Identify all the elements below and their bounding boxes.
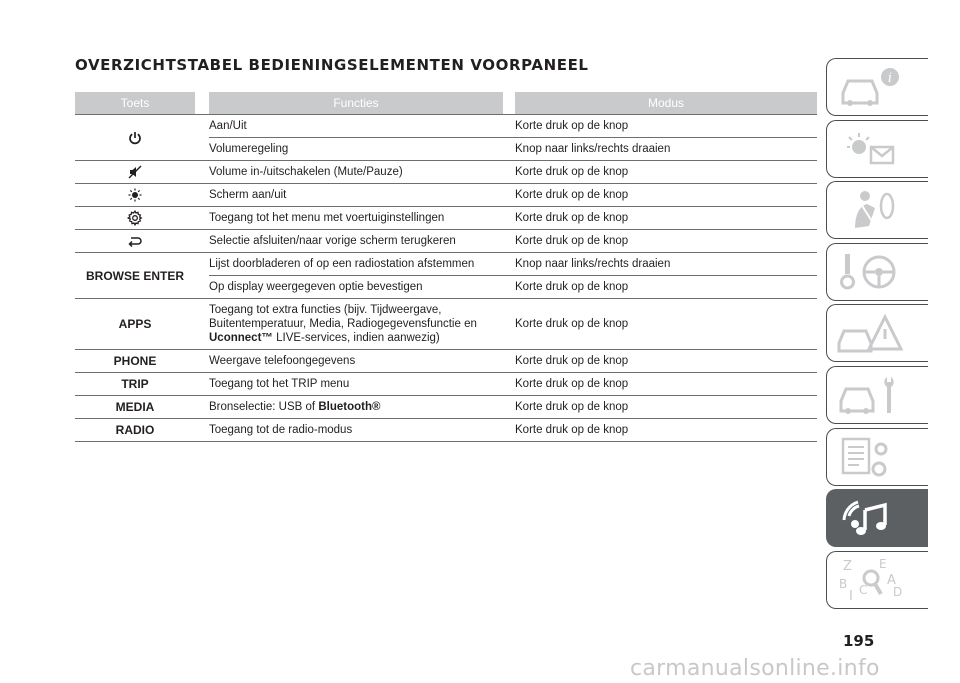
table-body: [75, 115, 817, 442]
header-key: Toets: [75, 92, 195, 114]
function-text: Volume in-/uitschakelen (Mute/Pauze): [209, 166, 403, 178]
function-cell: [209, 207, 515, 229]
table-row: [209, 207, 817, 229]
mode-cell: Korte druk op de knop: [515, 378, 629, 390]
table-row: [209, 137, 817, 160]
key-power-icon: [75, 115, 209, 160]
key-label: TRIP: [121, 377, 149, 391]
chapter-tab-car-maintenance-wrench[interactable]: [826, 366, 928, 424]
mode-cell: Korte druk op de knop: [515, 189, 629, 201]
mode-cell: Korte druk op de knop: [515, 120, 629, 132]
mode-cell: Korte druk op de knop: [515, 281, 629, 293]
function-text: Selectie afsluiten/naar vorige scherm terugkeren: [209, 235, 456, 247]
page-title: OVERZICHTSTABEL BEDIENINGSELEMENTEN VOORPANEEL: [75, 56, 589, 74]
function-text: Toegang tot de radio-modus: [209, 424, 353, 436]
svg-text:E: E: [879, 556, 887, 571]
mode-cell: Knop naar links/rechts draaien: [515, 258, 671, 270]
function-cell: [209, 299, 515, 349]
key-screen-brightness-icon: [75, 184, 209, 206]
chapter-tab-car-breakdown-warning[interactable]: [826, 304, 928, 362]
function-cell: [209, 161, 515, 183]
svg-text:D: D: [893, 584, 903, 599]
table-header: [75, 92, 817, 115]
table-row: [209, 253, 817, 275]
chapter-tab-seatbelt-airbag[interactable]: [826, 181, 928, 239]
function-text: Toegang tot extra functies (bijv. Tijdweergave, Buitentemperatuur, Media, Radiogegevensfunctie en: [209, 304, 477, 330]
chapter-tab-warning-light-message[interactable]: [826, 120, 928, 178]
function-text: Weergave telefoongegevens: [209, 355, 356, 367]
table-row-group: [75, 419, 817, 442]
svg-text:Z: Z: [843, 558, 852, 574]
mode-cell: Korte druk op de knop: [515, 318, 629, 330]
table-row: [209, 275, 817, 298]
table-row-group: [75, 161, 817, 184]
svg-text:I: I: [849, 588, 853, 604]
function-text-after: LIVE-services, indien aanwezig): [272, 332, 440, 344]
table-row: [209, 115, 817, 137]
mode-cell: Korte druk op de knop: [515, 166, 629, 178]
function-text: Lijst doorbladeren of op een radiostation afstemmen: [209, 258, 475, 270]
chapter-tab-car-info[interactable]: [826, 58, 928, 116]
table-row-group: [75, 350, 817, 373]
key-label: RADIO: [115, 423, 155, 437]
controls-table: [75, 92, 817, 442]
mode-cell: Korte druk op de knop: [515, 212, 629, 224]
mode-cell: Knop naar links/rechts draaien: [515, 143, 671, 155]
table-row: [209, 350, 817, 372]
back-arrow-icon: [128, 235, 142, 247]
chapter-tab-index-search[interactable]: [826, 551, 928, 609]
function-cell: [209, 419, 515, 441]
function-text: Toegang tot het menu met voertuiginstellingen: [209, 212, 445, 224]
key-settings-gear-icon: [75, 207, 209, 229]
table-row: [209, 419, 817, 441]
function-text: Aan/Uit: [209, 120, 247, 132]
key-label: PHONE: [113, 354, 157, 368]
table-row: [209, 230, 817, 252]
key-back-arrow-icon: [75, 230, 209, 252]
function-cell: [209, 115, 515, 137]
page-number: 195: [843, 632, 875, 650]
function-cell: [209, 184, 515, 206]
table-row-group: [75, 207, 817, 230]
table-row: [209, 184, 817, 206]
table-row: [209, 299, 817, 349]
function-cell: [209, 350, 515, 372]
table-row: [209, 161, 817, 183]
header-function: Functies: [209, 92, 503, 114]
function-text: Scherm aan/uit: [209, 189, 287, 201]
function-text: Op display weergegeven optie bevestigen: [209, 281, 423, 293]
mode-cell: Korte druk op de knop: [515, 355, 629, 367]
power-icon: [128, 131, 142, 145]
function-cell: [209, 230, 515, 252]
key-mute-icon: [75, 161, 209, 183]
function-brand: Bluetooth®: [318, 401, 381, 413]
mute-icon: [128, 165, 142, 179]
function-text: Bronselectie: USB of: [209, 401, 319, 413]
function-cell: [209, 276, 515, 298]
svg-text:C: C: [859, 582, 868, 597]
key-label: BROWSE ENTER: [85, 268, 184, 283]
table-row: [209, 396, 817, 418]
table-row-group: [75, 373, 817, 396]
header-mode: Modus: [515, 92, 817, 114]
table-row-group: [75, 230, 817, 253]
chapter-tab-multimedia-music[interactable]: [826, 489, 928, 547]
svg-text:i: i: [887, 71, 893, 86]
chapter-tab-specs-gear[interactable]: [826, 428, 928, 486]
table-row-group: [75, 253, 817, 299]
svg-text:A: A: [887, 572, 896, 588]
function-cell: [209, 138, 515, 160]
settings-gear-icon: [127, 210, 143, 226]
chapter-tab-key-steering-wheel[interactable]: [826, 243, 928, 301]
function-cell: [209, 373, 515, 395]
screen-brightness-icon: [128, 188, 142, 202]
function-cell: [209, 253, 515, 275]
table-row-group: [75, 396, 817, 419]
function-text: Volumeregeling: [209, 143, 289, 155]
mode-cell: Korte druk op de knop: [515, 235, 629, 247]
mode-cell: Korte druk op de knop: [515, 424, 629, 436]
table-row: [209, 373, 817, 395]
key-label: MEDIA: [115, 400, 155, 414]
function-brand: Uconnect™: [209, 332, 273, 344]
table-row-group: [75, 184, 817, 207]
key-label: APPS: [118, 317, 152, 331]
svg-text:B: B: [839, 576, 848, 591]
watermark: carmanualsonline.info: [630, 656, 880, 681]
function-text: Toegang tot het TRIP menu: [209, 378, 350, 390]
table-row-group: [75, 115, 817, 161]
table-row-group: [75, 299, 817, 350]
function-cell: [209, 396, 515, 418]
mode-cell: Korte druk op de knop: [515, 401, 629, 413]
